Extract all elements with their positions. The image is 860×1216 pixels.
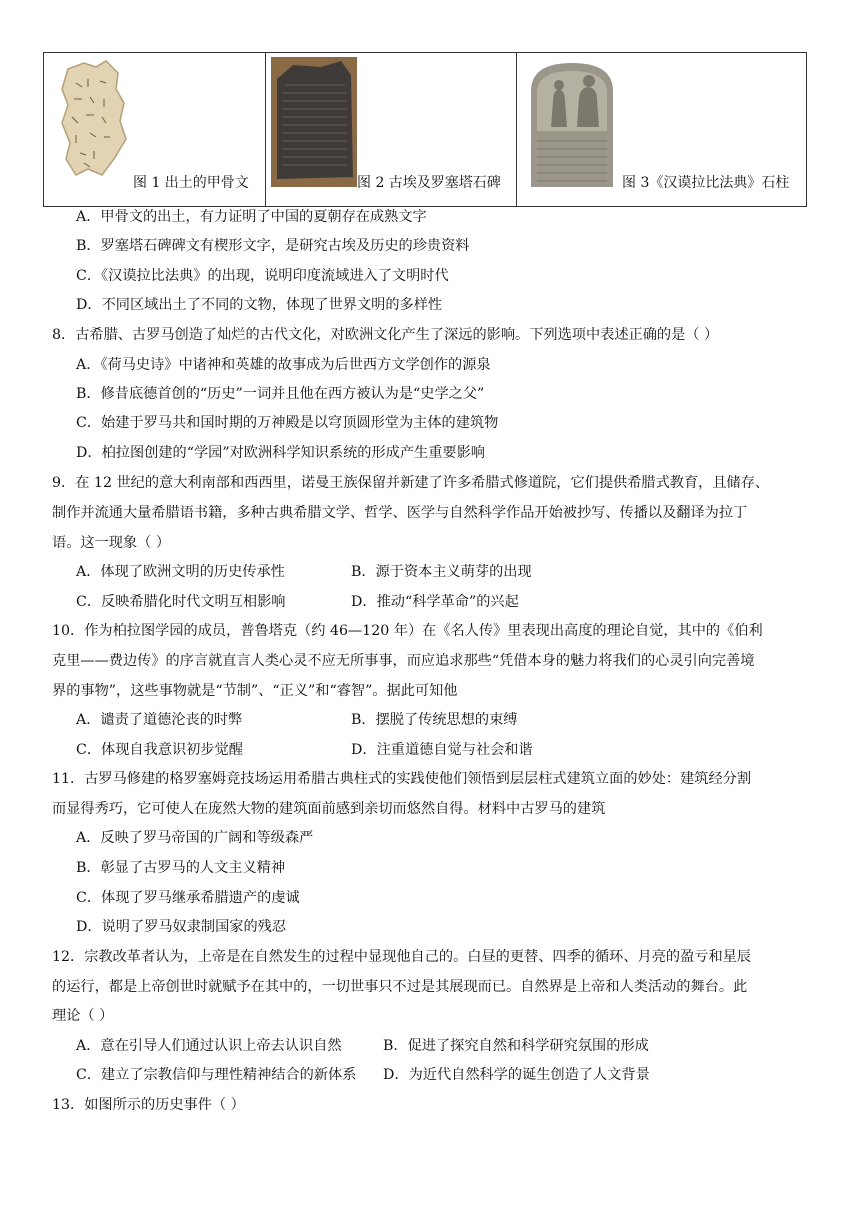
- q8-stem: 8．古希腊、古罗马创造了灿烂的古代文化，对欧洲文化产生了深远的影响。下列选项中表述正确的是（ ）: [52, 327, 719, 343]
- q8-option-b: B．修昔底德首创的“历史”一词并且他在西方被认为是“史学之父”: [76, 386, 485, 402]
- figure-caption-1: 图 1 出土的甲骨文: [133, 175, 249, 191]
- q10-option-a: A．谴责了道德沦丧的时弊: [76, 712, 243, 728]
- q12-option-b: B．促进了探究自然和科学研究氛围的形成: [383, 1038, 649, 1054]
- q7-option-d: D．不同区域出土了不同的文物，体现了世界文明的多样性: [76, 297, 443, 313]
- q10-option-d: D．注重道德自觉与社会和谐: [351, 742, 533, 758]
- q11-option-d: D．说明了罗马奴隶制国家的残忍: [76, 919, 287, 935]
- q7-option-c: C．《汉谟拉比法典》的出现，说明印度流域进入了文明时代: [76, 268, 449, 284]
- q9-option-a: A．体现了欧洲文明的历史传承性: [76, 564, 285, 580]
- q9-option-c: C．反映希腊化时代文明互相影响: [76, 594, 286, 610]
- q10-option-c: C．体现自我意识初步觉醒: [76, 742, 243, 758]
- figure-cell-1: [44, 53, 265, 206]
- q7-option-a: A．甲骨文的出土，有力证明了中国的夏朝存在成熟文字: [76, 209, 427, 225]
- figure-caption-3: 图 3《汉谟拉比法典》石柱: [622, 175, 790, 191]
- q11-option-b: B．彰显了古罗马的人文主义精神: [76, 860, 286, 876]
- q11-option-c: C．体现了罗马继承希腊遗产的虔诚: [76, 890, 300, 906]
- q10-stem-line-3: 界的事物”，这些事物就是“节制”、“正义”和“睿智”。据此可知他: [52, 683, 458, 699]
- q12-option-c: C．建立了宗教信仰与理性精神结合的新体系: [76, 1067, 357, 1083]
- q9-stem-line-1: 9．在 12 世纪的意大利南部和西西里，诺曼王族保留并新建了许多希腊式修道院，它们提供希腊式教育，且储存、: [52, 475, 770, 491]
- q9-stem-line-2: 制作并流通大量希腊语书籍，多种古典希腊文学、哲学、医学与自然科学作品开始被抄写、传播以及翻译为拉丁: [52, 505, 748, 521]
- q10-option-b: B．摆脱了传统思想的束缚: [351, 712, 518, 728]
- q10-stem-line-2: 克里——费边传》的序言就直言人类心灵不应无所事事，而应追求那些“凭借本身的魅力将我们的心灵引向完善境: [52, 653, 755, 669]
- q7-option-b: B．罗塞塔石碑碑文有楔形文字，是研究古埃及历史的珍贵资料: [76, 238, 470, 254]
- figure-table: [43, 52, 807, 207]
- q9-option-b: B．源于资本主义萌芽的出现: [351, 564, 532, 580]
- figure-cell-3: [516, 53, 806, 206]
- figure-caption-2: 图 2 古埃及罗塞塔石碑: [357, 175, 501, 191]
- q12-option-d: D．为近代自然科学的诞生创造了人文背景: [383, 1067, 650, 1083]
- oracle-bone-image: [54, 59, 134, 179]
- q12-option-a: A．意在引导人们通过认识上帝去认识自然: [76, 1038, 342, 1054]
- q10-stem-line-1: 10．作为柏拉图学园的成员，普鲁塔克（约 46—120 年）在《名人传》里表现出高度的理论自觉，其中的《伯利: [52, 623, 763, 639]
- q9-option-d: D．推动“科学革命”的兴起: [351, 594, 519, 610]
- q8-option-a: A．《荷马史诗》中诸神和英雄的故事成为后世西方文学创作的源泉: [76, 357, 491, 373]
- q11-option-a: A．反映了罗马帝国的广阔和等级森严: [76, 830, 314, 846]
- rosetta-stone-image: [271, 57, 357, 187]
- hammurabi-stele-image: [527, 61, 617, 187]
- figure-cell-2: [265, 53, 516, 206]
- q12-stem-line-2: 的运行，都是上帝创世时就赋予在其中的，一切世事只不过是其展现而已。自然界是上帝和人类活动的舞台。此: [52, 979, 748, 995]
- q12-stem-line-3: 理论（ ）: [52, 1008, 114, 1024]
- q11-stem-line-1: 11．古罗马修建的格罗塞姆竞技场运用希腊古典柱式的实践使他们领悟到层层柱式建筑立面的妙处：建筑经分割: [52, 771, 752, 787]
- q8-option-c: C．始建于罗马共和国时期的万神殿是以穹顶圆形堂为主体的建筑物: [76, 415, 499, 431]
- q11-stem-line-2: 而显得秀巧，它可使人在庞然大物的建筑面前感到亲切而悠然自得。材料中古罗马的建筑: [52, 801, 606, 817]
- q13-stem: 13．如图所示的历史事件（ ）: [52, 1097, 245, 1113]
- q12-stem-line-1: 12．宗教改革者认为，上帝是在自然发生的过程中显现他自己的。白昼的更替、四季的循环、月亮的盈亏和星辰: [52, 949, 752, 965]
- q9-stem-line-3: 语。这一现象（ ）: [52, 535, 171, 551]
- q8-option-d: D．柏拉图创建的“学园”对欧洲科学知识系统的形成产生重要影响: [76, 445, 485, 461]
